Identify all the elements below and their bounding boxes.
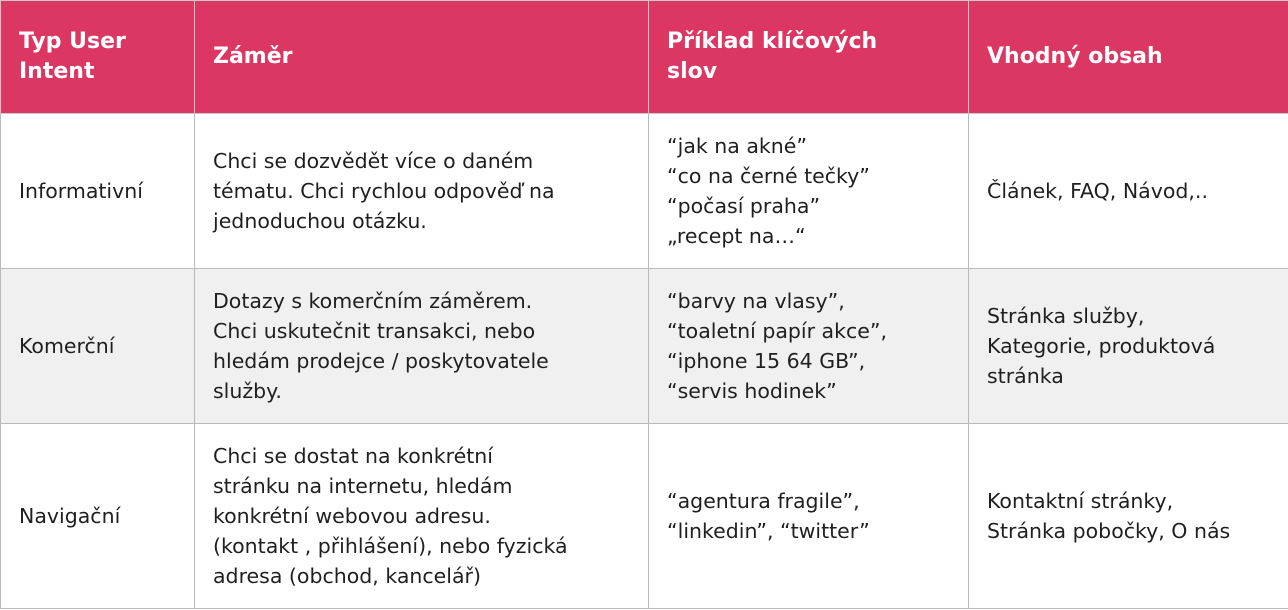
cell-keywords: “jak na akné” “co na černé tečky” “počasí praha” „recept na…“ bbox=[649, 114, 969, 269]
cell-keywords: “barvy na vlasy”, “toaletní papír akce”, “iphone 15 64 GB”, “servis hodinek” bbox=[649, 269, 969, 424]
cell-keywords: “agentura fragile”, “linkedin”, “twitter” bbox=[649, 424, 969, 609]
table-row bbox=[1, 424, 1288, 609]
cell-intent: Chci se dostat na konkrétní stránku na internetu, hledám konkrétní webovou adresu. (kontakt , přihlášení), nebo fyzická adresa (obchod, kancelář) bbox=[195, 424, 649, 609]
table-row bbox=[1, 114, 1288, 269]
cell-content: Stránka služby, Kategorie, produktová stránka bbox=[969, 269, 1288, 424]
cell-intent: Chci se dozvědět více o daném tématu. Chci rychlou odpověď na jednoduchou otázku. bbox=[195, 114, 649, 269]
cell-type: Navigační bbox=[1, 424, 195, 609]
cell-type: Komerční bbox=[1, 269, 195, 424]
table-header-row bbox=[1, 1, 1288, 114]
header-vhodny-obsah: Vhodný obsah bbox=[969, 1, 1288, 114]
header-zamer: Záměr bbox=[195, 1, 649, 114]
header-priklad-klicovych-slov: Příklad klíčových slov bbox=[649, 1, 969, 114]
table-row bbox=[1, 269, 1288, 424]
header-typ-user-intent: Typ User Intent bbox=[1, 1, 195, 114]
cell-intent: Dotazy s komerčním záměrem. Chci uskutečnit transakci, nebo hledám prodejce / poskytovatele služby. bbox=[195, 269, 649, 424]
cell-content: Kontaktní stránky, Stránka pobočky, O nás bbox=[969, 424, 1288, 609]
cell-type: Informativní bbox=[1, 114, 195, 269]
cell-content: Článek, FAQ, Návod,.. bbox=[969, 114, 1288, 269]
